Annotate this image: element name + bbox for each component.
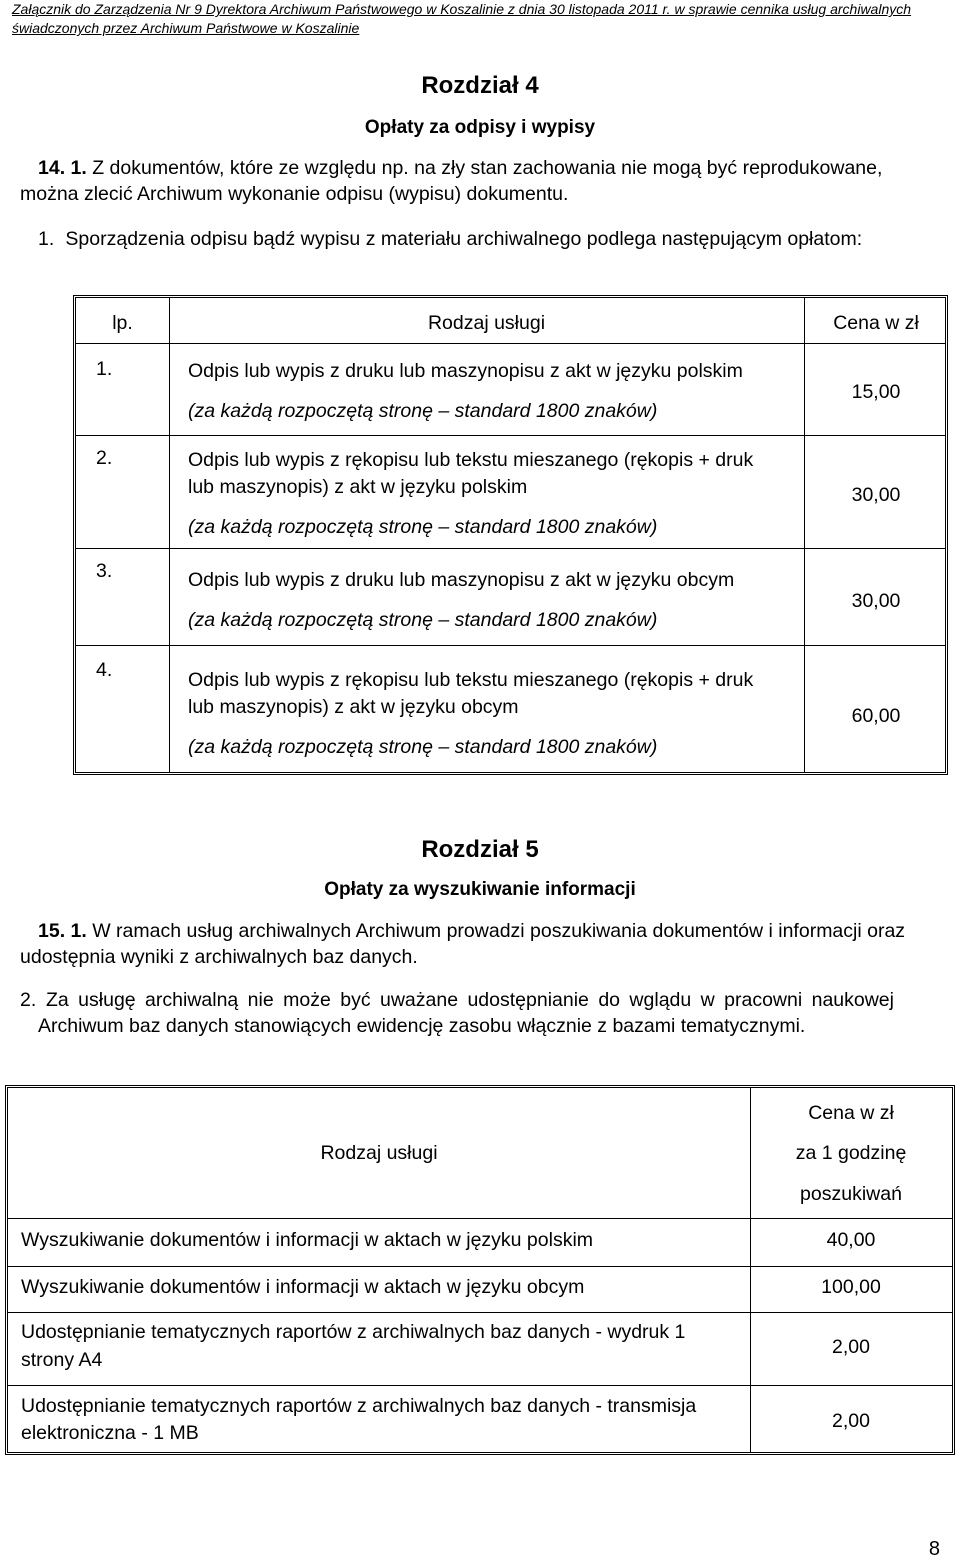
t2-row-3-description-line-1: Udostępnianie tematycznych raportów z archiwalnych baz danych - wydruk 1 (21, 1321, 686, 1343)
t2-row-3-price: 2,00 (832, 1336, 870, 1358)
header-price: Cena w zł (833, 312, 919, 334)
table-copy-fees (73, 295, 948, 775)
row-4-price: 60,00 (851, 705, 901, 727)
paragraph-2-number: 2. (20, 989, 37, 1011)
t2-row-2-description: Wyszukiwanie dokumentów i informacji w aktach w języku obcym (21, 1276, 585, 1298)
row-3-description: Odpis lub wypis z druku lub maszynopisu z akt w języku obcym (188, 569, 735, 591)
row-1-description: Odpis lub wypis z druku lub maszynopisu z akt w języku polskim (188, 360, 743, 382)
header-lp: lp. (112, 312, 133, 334)
paragraph-14-line-1: Z dokumentów, które ze względu np. na zły stan zachowania nie mogą być reprodukowane, (86, 157, 883, 179)
document-header (12, 0, 942, 38)
row-1-price: 15,00 (851, 381, 901, 403)
row-3-number: 3. (96, 560, 113, 582)
paragraph-15-line-1: W ramach usług archiwalnych Archiwum prowadzi poszukiwania dokumentów i informacji oraz (86, 920, 906, 942)
t2-row-1-price: 40,00 (826, 1229, 876, 1251)
chapter-5-title: Rozdział 5 (421, 836, 539, 863)
t2-row-4-description-line-1: Udostępnianie tematycznych raportów z archiwalnych baz danych - transmisja (21, 1395, 697, 1417)
paragraph-14-1 (20, 155, 938, 207)
table-search-fees (5, 1085, 955, 1455)
paragraph-1 (38, 226, 938, 252)
page-number: 8 (928, 1538, 940, 1560)
t2-row-2-price: 100,00 (821, 1276, 881, 1298)
paragraph-1-text: Sporządzenia odpisu bądź wypisu z materiału archiwalnego podlega następującym opłatom: (65, 228, 863, 250)
row-2-note: (za każdą rozpoczętą stronę – standard 1800 znaków) (188, 516, 658, 538)
t2-header-price-1: Cena w zł (808, 1102, 894, 1124)
row-2-description-line-1: Odpis lub wypis z rękopisu lub tekstu mieszanego (rękopis + druk (188, 449, 754, 471)
paragraph-14-line-2: można zlecić Archiwum wykonanie odpisu (wypisu) dokumentu. (20, 183, 569, 205)
header-line-1: Załącznik do Zarządzenia Nr 9 Dyrektora Archiwum Państwowego w Koszalinie z dnia 30 listopada 2011 r. w sprawie cennika usług archiwalnych (12, 1, 912, 17)
row-3-note: (za każdą rozpoczętą stronę – standard 1800 znaków) (188, 609, 658, 631)
paragraph-1-number: 1. (38, 228, 55, 250)
t2-row-4-description-line-2: elektroniczna - 1 MB (21, 1422, 199, 1444)
paragraph-15-1 (20, 918, 948, 970)
row-4-note: (za każdą rozpoczętą stronę – standard 1800 znaków) (188, 736, 658, 758)
header-line-2: świadczonych przez Archiwum Państwowe w Koszalinie (12, 20, 360, 36)
chapter-4-subtitle: Opłaty za odpisy i wypisy (364, 117, 596, 138)
chapter-5-subtitle: Opłaty za wyszukiwanie informacji (324, 879, 636, 900)
row-1-note: (za każdą rozpoczętą stronę – standard 1800 znaków) (188, 400, 658, 422)
t2-header-price-2: za 1 godzinę (795, 1142, 907, 1164)
header-service: Rodzaj usługi (427, 312, 546, 334)
row-4-description-line-1: Odpis lub wypis z rękopisu lub tekstu mieszanego (rękopis + druk (188, 669, 754, 691)
row-4-description-line-2: lub maszynopis) z akt w języku obcym (188, 696, 519, 718)
row-1-number: 1. (96, 358, 113, 380)
paragraph-15-line-2: udostępnia wyniki z archiwalnych baz danych. (20, 946, 418, 968)
t2-row-1-description: Wyszukiwanie dokumentów i informacji w aktach w języku polskim (21, 1229, 594, 1251)
t2-header-service: Rodzaj usługi (320, 1142, 438, 1164)
paragraph-2-line-2: Archiwum baz danych stanowiących ewidencję zasobu włącznie z bazami tematycznymi. (38, 1015, 806, 1037)
row-3-price: 30,00 (851, 590, 901, 612)
paragraph-2 (20, 987, 945, 1039)
row-4-number: 4. (96, 659, 113, 681)
t2-row-3-description-line-2: strony A4 (21, 1349, 103, 1371)
paragraph-15-number: 15. 1. (38, 920, 87, 942)
row-2-number: 2. (96, 447, 113, 469)
chapter-4-title: Rozdział 4 (421, 72, 539, 99)
paragraph-14-number: 14. 1. (38, 157, 87, 179)
row-2-description-line-2: lub maszynopis) z akt w języku polskim (188, 476, 528, 498)
row-2-price: 30,00 (851, 484, 901, 506)
t2-row-4-price: 2,00 (832, 1410, 870, 1432)
paragraph-2-line-1: Za usługę archiwalną nie może być uważane udostępnianie do wglądu w pracowni naukowej (46, 989, 894, 1011)
t2-header-price-3: poszukiwań (800, 1183, 902, 1205)
